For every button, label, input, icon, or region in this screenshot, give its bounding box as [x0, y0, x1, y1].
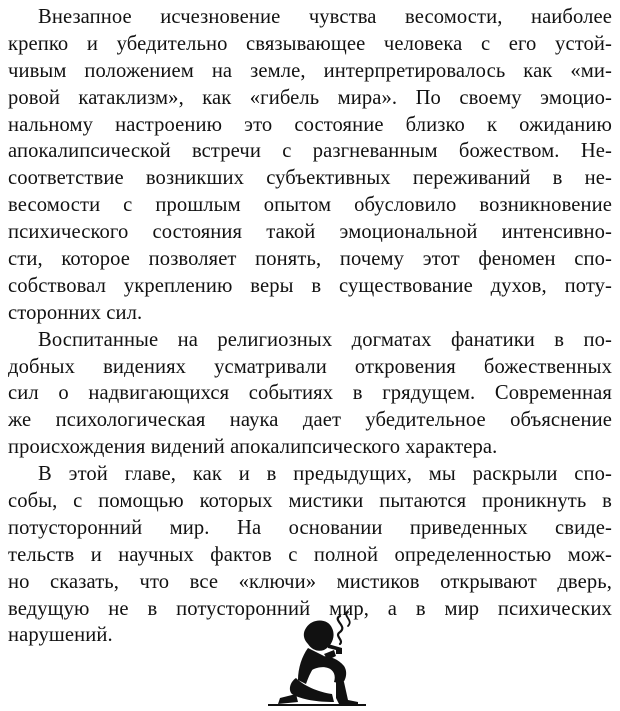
text-line: крепко и убедительно связывающее человека с его устой- [8, 32, 612, 55]
text-line: собствовал укреплению веры в существование духов, поту- [8, 274, 612, 297]
text-line: ведущую не в потусторонний мир, а в мир психических [8, 597, 612, 620]
text-line: добных видениях усматривали откровения божественных [8, 355, 612, 378]
seated-smoking-figure-icon [262, 610, 372, 706]
text-line: Внезапное исчезновение чувства весомости, наиболее [38, 6, 612, 28]
text-line: нарушений. [8, 624, 113, 647]
text-line: чивым положением на земле, интерпретировалось как «ми- [8, 59, 612, 82]
text-line: потусторонний мир. На основании приведенных свиде- [8, 516, 612, 539]
text-line: В этой главе, как и в предыдущих, мы раскрыли спо- [38, 463, 612, 486]
text-line: же психологическая наука дает убедительное объяснение [8, 409, 612, 432]
text-line: соответствие возникших субъективных переживаний в не- [8, 167, 612, 190]
text-line: весомости с прошлым опытом обусловило возникновение [8, 194, 612, 217]
paragraph-1 [8, 4, 612, 327]
text-line: сторонних сил. [8, 301, 143, 324]
paragraph-2 [8, 327, 612, 461]
text-line: психического состояния такой эмоциональной интенсивно- [8, 221, 612, 244]
text-line: ровой катаклизм», как «гибель мира». По своему эмоцио- [8, 86, 612, 109]
text-line: нальному настроению это состояние близко к ожиданию [8, 113, 612, 136]
body-text [8, 4, 612, 649]
text-line: происхождения видений апокалипсического характера. [8, 436, 498, 459]
text-line: сти, которое позволяет понять, почему этот феномен спо- [8, 248, 612, 271]
text-line: но сказать, что все «ключи» мистиков открывают дверь, [8, 570, 612, 593]
text-line: апокалипсической встречи с разгневанным божеством. Не- [8, 140, 612, 163]
text-line: собы, с помощью которых мистики пытаются проникнуть в [8, 490, 612, 513]
text-line: сил о надвигающихся событиях в грядущем. Современная [8, 382, 612, 405]
text-line: Воспитанные на религиозных догматах фанатики в по- [38, 328, 612, 351]
text-line: тельств и научных фактов с полной определенностью мож- [8, 543, 612, 566]
